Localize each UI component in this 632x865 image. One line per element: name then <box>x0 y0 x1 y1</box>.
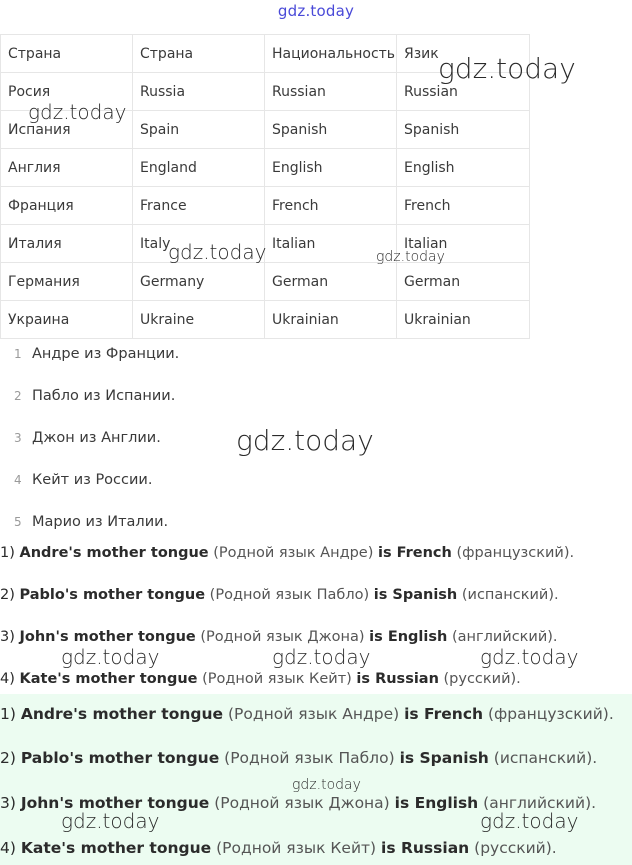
table-cell: Испания <box>1 111 133 149</box>
table-cell: England <box>133 149 265 187</box>
list-item-number: 3 <box>14 431 22 445</box>
table-cell: Ukraine <box>133 301 265 339</box>
answer-number: 3) <box>0 794 16 812</box>
answer-subject: Kate's mother tongue <box>19 671 198 687</box>
answer-language-translation: (испанский). <box>493 749 598 767</box>
list-item <box>14 334 179 374</box>
answer-subject-translation: (Родной язык Пабло) <box>224 749 395 767</box>
answer-verb: is Spanish <box>373 587 458 603</box>
table-cell: Italian <box>397 225 530 263</box>
table-cell: France <box>133 187 265 225</box>
table-cell: Франция <box>1 187 133 225</box>
table-row <box>1 187 530 225</box>
answer-number: 4) <box>0 671 15 687</box>
answer-number: 2) <box>0 587 15 603</box>
answer-subject-translation: (Родной язык Джона) <box>214 794 390 812</box>
answer-subject: Andre's mother tongue <box>19 545 209 561</box>
answer-subject-translation: (Родной язык Андре) <box>213 545 374 561</box>
table-cell: Страна <box>1 35 133 73</box>
answer-number: 4) <box>0 839 16 857</box>
table-cell: Ukrainian <box>265 301 397 339</box>
watermark: gdz.today <box>168 240 267 264</box>
table-cell: Украина <box>1 301 133 339</box>
table-cell: Национальность <box>265 35 397 73</box>
table-cell: Spanish <box>265 111 397 149</box>
table-cell: Russian <box>397 73 530 111</box>
table-cell: English <box>397 149 530 187</box>
answer-subject-translation: (Родной язык Кейт) <box>216 839 377 857</box>
list-item-number: 5 <box>14 515 22 529</box>
answer-subject: Pablo's mother tongue <box>19 587 206 603</box>
answer-subject: Andre's mother tongue <box>20 705 224 723</box>
answer-verb: is Spanish <box>399 749 489 767</box>
answer-language-translation: (русский). <box>474 839 557 857</box>
list-item-number: 1 <box>14 347 22 361</box>
answer-subject: Kate's mother tongue <box>20 839 212 857</box>
list-item <box>14 502 168 542</box>
list-item-text: Андре из Франции. <box>32 346 180 362</box>
watermark: gdz.today <box>61 645 160 669</box>
answer-language-translation: (английский). <box>483 794 597 812</box>
list-item-number: 4 <box>14 473 22 487</box>
table-cell: Italy <box>133 225 265 263</box>
table-cell: German <box>265 263 397 301</box>
list-item <box>14 376 175 416</box>
table-cell: Англия <box>1 149 133 187</box>
answer-line <box>0 584 559 606</box>
answer-language-translation: (французский). <box>488 705 614 723</box>
watermark: gdz.today <box>480 645 579 669</box>
answer-verb: is English <box>394 794 479 812</box>
list-item <box>14 418 161 458</box>
table-cell: German <box>397 263 530 301</box>
watermark: gdz.today <box>272 645 371 669</box>
answer-number: 2) <box>0 749 16 767</box>
answer-subject: Pablo's mother tongue <box>20 749 220 767</box>
answer-verb: is Russian <box>381 839 470 857</box>
answer-language-translation: (английский). <box>451 629 558 645</box>
list-item-text: Кейт из России. <box>32 472 153 488</box>
list-item-number: 2 <box>14 389 22 403</box>
answer-subject: John's mother tongue <box>19 629 196 645</box>
table-cell: Италия <box>1 225 133 263</box>
table-cell: Spain <box>133 111 265 149</box>
watermark: gdz.today <box>236 424 374 457</box>
answer-language-translation: (русский). <box>443 671 521 687</box>
watermark: gdz.today <box>28 100 127 124</box>
answer-number: 3) <box>0 629 15 645</box>
answer-verb: is French <box>404 705 484 723</box>
answer-line <box>0 703 614 725</box>
answer-line <box>0 747 597 769</box>
answer-language-translation: (французский). <box>456 545 575 561</box>
answer-language-translation: (испанский). <box>461 587 559 603</box>
table-row <box>1 301 530 339</box>
answer-number: 1) <box>0 705 16 723</box>
list-item-text: Джон из Англии. <box>32 430 161 446</box>
answer-verb: is French <box>378 545 452 561</box>
table-cell: Язик <box>397 35 530 73</box>
watermark: gdz.today <box>480 809 579 833</box>
answer-subject-translation: (Родной язык Пабло) <box>209 587 370 603</box>
table-cell: Germany <box>133 263 265 301</box>
answer-line <box>0 668 521 690</box>
table-cell: Росия <box>1 73 133 111</box>
answer-subject-translation: (Родной язык Кейт) <box>202 671 352 687</box>
table-cell: Russia <box>133 73 265 111</box>
answer-line <box>0 837 557 859</box>
answer-verb: is Russian <box>356 671 439 687</box>
list-item-text: Пабло из Испании. <box>32 388 176 404</box>
table-cell: Ukrainian <box>397 301 530 339</box>
answer-subject: John's mother tongue <box>20 794 210 812</box>
table-cell: Германия <box>1 263 133 301</box>
table-cell: Spanish <box>397 111 530 149</box>
table-cell: Страна <box>133 35 265 73</box>
table-cell: Italian <box>265 225 397 263</box>
list-item <box>14 460 152 500</box>
answer-verb: is English <box>369 629 448 645</box>
table-cell: French <box>265 187 397 225</box>
answer-line <box>0 542 574 564</box>
table-cell: English <box>265 149 397 187</box>
list-item-text: Марио из Италии. <box>32 514 169 530</box>
watermark: gdz.today <box>438 52 576 85</box>
table-cell: Russian <box>265 73 397 111</box>
table-row <box>1 149 530 187</box>
top-watermark: gdz.today <box>277 2 355 20</box>
watermark: gdz.today <box>61 809 160 833</box>
answer-subject-translation: (Родной язык Джона) <box>200 629 365 645</box>
table-cell: French <box>397 187 530 225</box>
watermark: gdz.today <box>376 249 445 265</box>
answer-subject-translation: (Родной язык Андре) <box>227 705 400 723</box>
watermark: gdz.today <box>292 777 361 793</box>
answer-number: 1) <box>0 545 15 561</box>
table-row <box>1 263 530 301</box>
